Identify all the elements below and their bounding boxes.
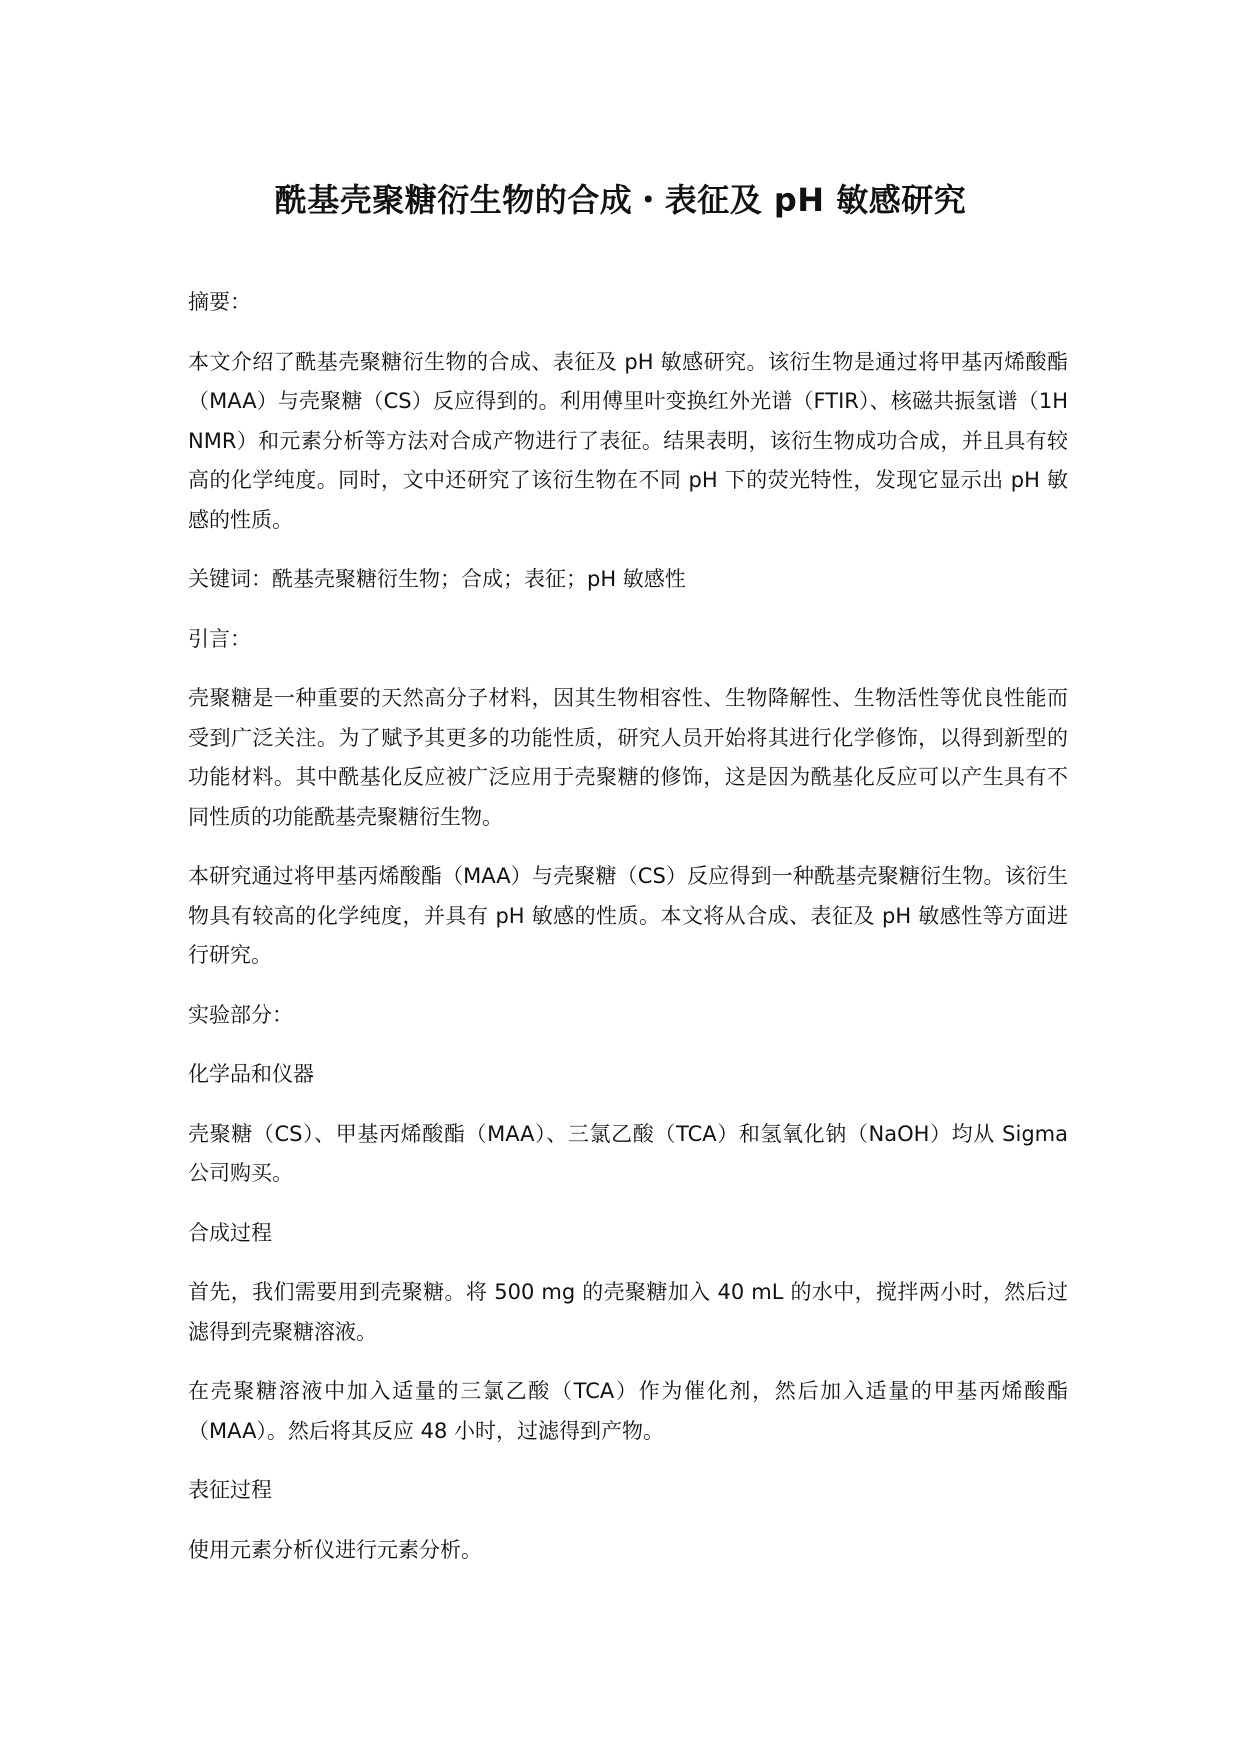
document-body bbox=[188, 283, 1068, 1590]
intro-paragraph-1: 壳聚糖是一种重要的天然高分子材料，因其生物相容性、生物降解性、生物活性等优良性能而受到广泛关注。为了赋予其更多的功能性质，研究人员开始将其进行化学修饰，以得到新型的功能材料。其中酰基化反应被广泛应用于壳聚糖的修饰，这是因为酰基化反应可以产生具有不同性质的功能酰基壳聚糖衍生物。 bbox=[188, 686, 1068, 829]
document-title: 酰基壳聚糖衍生物的合成・表征及 pH 敏感研究 bbox=[274, 181, 967, 219]
chemicals-heading: 化学品和仪器 bbox=[188, 1062, 314, 1086]
experimental-label: 实验部分： bbox=[188, 1002, 293, 1027]
synthesis-paragraph-2: 在壳聚糖溶液中加入适量的三氯乙酸（TCA）作为催化剂，然后加入适量的甲基丙烯酸酯（MAA）。然后将其反应 48 小时，过滤得到产物。 bbox=[188, 1379, 1068, 1443]
characterization-text: 使用元素分析仪进行元素分析。 bbox=[188, 1537, 482, 1562]
intro-paragraph-2: 本研究通过将甲基丙烯酸酯（MAA）与壳聚糖（CS）反应得到一种酰基壳聚糖衍生物。该衍生物具有较高的化学纯度，并具有 pH 敏感的性质。本文将从合成、表征及 pH 敏感性等方面进行研究。 bbox=[188, 864, 1068, 967]
intro-label: 引言： bbox=[188, 626, 251, 651]
keywords: 关键词：酰基壳聚糖衍生物；合成；表征；pH 敏感性 bbox=[188, 567, 686, 591]
characterization-heading: 表征过程 bbox=[188, 1478, 272, 1502]
synthesis-paragraph-1: 首先，我们需要用到壳聚糖。将 500 mg 的壳聚糖加入 40 mL 的水中，搅拌两小时，然后过滤得到壳聚糖溶液。 bbox=[188, 1280, 1068, 1344]
synthesis-heading: 合成过程 bbox=[188, 1220, 272, 1245]
abstract-text: 本文介绍了酰基壳聚糖衍生物的合成、表征及 pH 敏感研究。该衍生物是通过将甲基丙烯酸酯（MAA）与壳聚糖（CS）反应得到的。利用傅里叶变换红外光谱（FTIR）、核磁共振氢谱（1H NMR）和元素分析等方法对合成产物进行了表征。结果表明，该衍生物成功合成，并且具有较高的化学纯度。同时，文中还研究了该衍生物在不同 pH 下的荧光特性，发现它显示出 pH 敏感的性质。 bbox=[188, 349, 1068, 532]
abstract-label: 摘要： bbox=[188, 290, 251, 314]
chemicals-text: 壳聚糖（CS）、甲基丙烯酸酯（MAA）、三氯乙酸（TCA）和氢氧化钠（NaOH）均从 Sigma 公司购买。 bbox=[188, 1121, 1068, 1185]
